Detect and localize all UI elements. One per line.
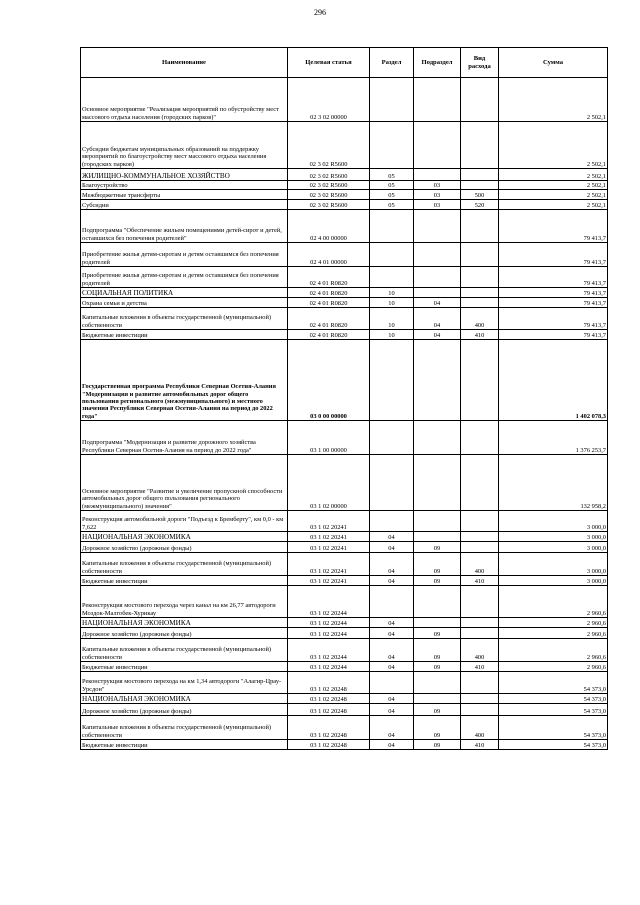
row-sum: 54 373,0 [499,694,608,704]
row-name: Основное мероприятие "Развитие и увеличение пропускной способности автомобильных дорог общего пользования регионального (межмуниципального) значения" [81,455,288,511]
row-subsection: 09 [414,716,461,740]
table-row [81,243,608,267]
row-section: 04 [370,716,414,740]
row-name: Дорожное хозяйство (дорожные фонды) [81,628,288,639]
row-section: 04 [370,542,414,553]
row-subsection [414,421,461,455]
row-sum: 54 373,0 [499,704,608,716]
row-subsection [414,532,461,542]
row-subsection: 09 [414,639,461,662]
row-code: 02 3 02 R5600 [288,169,370,181]
row-sum: 79 413,7 [499,210,608,243]
row-code: 02 4 01 00000 [288,243,370,267]
row-subsection [414,288,461,298]
row-code: 03 1 02 20241 [288,576,370,586]
row-name: СОЦИАЛЬНАЯ ПОЛИТИКА [81,288,288,298]
table-row [81,542,608,553]
row-expense-type: 400 [461,553,499,576]
row-name: Реконструкция мостового перехода через канал на км 26,77 автодороги Моздок-Малгобек-Хурикау [81,586,288,618]
row-sum: 54 373,0 [499,716,608,740]
header-subsection: Подраздел [414,48,461,78]
row-code: 03 1 02 20248 [288,740,370,750]
table-row [81,122,608,169]
row-expense-type [461,542,499,553]
row-code: 03 1 02 20241 [288,542,370,553]
row-expense-type: 400 [461,716,499,740]
row-subsection [414,210,461,243]
row-expense-type: 400 [461,639,499,662]
row-section [370,210,414,243]
row-subsection: 03 [414,181,461,190]
row-name: НАЦИОНАЛЬНАЯ ЭКОНОМИКА [81,694,288,704]
table-row [81,716,608,740]
row-sum: 2 960,6 [499,618,608,628]
row-name: Подпрограмма "Обеспечение жильем помещениями детей-сирот и детей, оставшихся без попечения родителей" [81,210,288,243]
row-section: 10 [370,288,414,298]
table-header-row [81,48,608,78]
row-subsection [414,340,461,421]
row-subsection: 03 [414,200,461,210]
row-subsection: 09 [414,542,461,553]
table-row [81,308,608,330]
table-row [81,576,608,586]
header-name: Наименование [81,48,288,78]
table-row [81,694,608,704]
table-row [81,704,608,716]
row-code: 02 4 01 R0820 [288,298,370,308]
row-section: 05 [370,190,414,200]
table-row [81,639,608,662]
table-row [81,532,608,542]
row-subsection: 09 [414,576,461,586]
row-section: 04 [370,662,414,672]
row-code: 03 1 02 20241 [288,553,370,576]
row-expense-type [461,169,499,181]
row-section [370,267,414,288]
row-expense-type [461,511,499,532]
row-expense-type: 410 [461,576,499,586]
row-name: Межбюджетные трансферты [81,190,288,200]
row-name: Дорожное хозяйство (дорожные фонды) [81,704,288,716]
row-code: 02 3 02 R5600 [288,200,370,210]
row-sum: 2 960,6 [499,662,608,672]
row-code: 02 4 01 R0820 [288,308,370,330]
budget-table [80,47,608,750]
table-row [81,553,608,576]
row-name: Капитальные вложения в объекты государственной (муниципальной) собственности [81,639,288,662]
row-name: Бюджетные инвестиции [81,576,288,586]
row-name: Капитальные вложения в объекты государственной (муниципальной) собственности [81,716,288,740]
row-section [370,340,414,421]
row-expense-type [461,288,499,298]
row-expense-type [461,421,499,455]
row-expense-type: 410 [461,330,499,340]
table-row [81,740,608,750]
row-subsection: 09 [414,553,461,576]
row-subsection: 03 [414,190,461,200]
row-name: Субсидии бюджетам муниципальных образований на поддержку мероприятий по благоустройству мест массового отдыха населения (городских парков) [81,122,288,169]
row-section: 04 [370,694,414,704]
row-sum: 1 402 078,3 [499,340,608,421]
row-name: Основное мероприятие "Реализация мероприятий по обустройству мест массового отдыха населения (городских парков)" [81,78,288,122]
header-sum: Сумма [499,48,608,78]
row-subsection [414,122,461,169]
row-subsection: 09 [414,628,461,639]
row-name: Капитальные вложения в объекты государственной (муниципальной) собственности [81,553,288,576]
row-sum: 54 373,0 [499,672,608,694]
row-code: 02 4 01 R0820 [288,330,370,340]
row-expense-type: 500 [461,190,499,200]
row-sum: 79 413,7 [499,288,608,298]
row-code: 02 3 02 R5600 [288,122,370,169]
row-section: 10 [370,308,414,330]
row-expense-type [461,586,499,618]
table-row [81,78,608,122]
row-name: Реконструкция мостового перехода на км 1,34 автодороги "Алагир-Црау-Урсдон" [81,672,288,694]
table-row [81,586,608,618]
row-sum: 2 960,6 [499,586,608,618]
row-section: 10 [370,330,414,340]
row-sum: 2 502,1 [499,122,608,169]
row-sum: 1 376 253,7 [499,421,608,455]
row-subsection [414,694,461,704]
row-code: 03 1 02 20244 [288,618,370,628]
row-section: 04 [370,618,414,628]
row-sum: 79 413,7 [499,330,608,340]
header-code: Целевая статья [288,48,370,78]
row-section: 10 [370,298,414,308]
row-name: Дорожное хозяйство (дорожные фонды) [81,542,288,553]
row-subsection [414,455,461,511]
row-section: 04 [370,576,414,586]
table-row [81,190,608,200]
row-subsection [414,267,461,288]
table-row [81,662,608,672]
row-sum: 3 000,0 [499,553,608,576]
row-name: Подпрограмма "Модернизация и развитие дорожного хозяйства Республики Северная Осетия-Алания на период до 2022 года" [81,421,288,455]
row-sum: 2 960,6 [499,639,608,662]
table-row [81,672,608,694]
row-section: 05 [370,200,414,210]
row-expense-type [461,122,499,169]
row-sum: 3 000,0 [499,532,608,542]
row-code: 03 1 02 20244 [288,586,370,618]
row-section [370,122,414,169]
row-subsection [414,169,461,181]
row-code: 02 3 02 R5600 [288,181,370,190]
row-code: 03 1 02 20241 [288,532,370,542]
table-row [81,169,608,181]
table-row [81,340,608,421]
row-code: 03 1 02 20248 [288,716,370,740]
row-subsection [414,243,461,267]
row-code: 03 1 02 20248 [288,694,370,704]
row-expense-type [461,628,499,639]
row-expense-type [461,267,499,288]
row-section [370,421,414,455]
row-section: 04 [370,740,414,750]
table-row [81,618,608,628]
row-code: 02 4 01 R0820 [288,288,370,298]
row-subsection [414,586,461,618]
row-code: 02 3 02 R5600 [288,190,370,200]
row-sum: 79 413,7 [499,243,608,267]
row-sum: 132 958,2 [499,455,608,511]
row-code: 03 1 02 20241 [288,511,370,532]
row-sum: 79 413,7 [499,298,608,308]
row-section: 04 [370,639,414,662]
row-sum: 79 413,7 [499,308,608,330]
row-expense-type [461,694,499,704]
row-sum: 2 502,1 [499,169,608,181]
row-section: 05 [370,181,414,190]
row-subsection: 09 [414,662,461,672]
row-expense-type [461,455,499,511]
table-row [81,628,608,639]
table-row [81,288,608,298]
row-sum: 3 000,0 [499,576,608,586]
row-section [370,455,414,511]
row-expense-type: 410 [461,662,499,672]
row-code: 03 1 02 20244 [288,662,370,672]
row-expense-type [461,298,499,308]
row-section [370,78,414,122]
row-code: 02 4 01 R0820 [288,267,370,288]
row-sum: 54 373,0 [499,740,608,750]
row-expense-type: 410 [461,740,499,750]
row-subsection: 09 [414,704,461,716]
row-code: 03 1 02 20244 [288,628,370,639]
row-expense-type [461,618,499,628]
row-sum: 3 000,0 [499,542,608,553]
row-expense-type [461,672,499,694]
row-subsection: 04 [414,308,461,330]
row-subsection: 04 [414,298,461,308]
row-name: Приобретение жилья детям-сиротам и детям оставшимся без попечения родителей [81,243,288,267]
row-section [370,586,414,618]
row-section [370,672,414,694]
row-sum: 2 502,1 [499,200,608,210]
row-section [370,243,414,267]
row-expense-type [461,340,499,421]
row-expense-type [461,181,499,190]
table-row [81,455,608,511]
row-subsection [414,511,461,532]
row-expense-type: 400 [461,308,499,330]
row-expense-type [461,210,499,243]
row-section [370,511,414,532]
row-code: 02 3 02 00000 [288,78,370,122]
row-name: Охрана семьи и детства [81,298,288,308]
row-code: 03 1 02 00000 [288,455,370,511]
row-name: Капитальные вложения в объекты государственной (муниципальной) собственности [81,308,288,330]
row-sum: 2 502,1 [499,78,608,122]
row-section: 05 [370,169,414,181]
row-section: 04 [370,628,414,639]
row-sum: 3 000,0 [499,511,608,532]
table-row [81,298,608,308]
row-code: 03 1 00 00000 [288,421,370,455]
row-subsection: 04 [414,330,461,340]
row-section: 04 [370,532,414,542]
row-name: НАЦИОНАЛЬНАЯ ЭКОНОМИКА [81,532,288,542]
header-expense-type: Вид расхода [461,48,499,78]
row-sum: 2 502,1 [499,181,608,190]
row-name: НАЦИОНАЛЬНАЯ ЭКОНОМИКА [81,618,288,628]
row-expense-type [461,78,499,122]
row-name: Субсидии [81,200,288,210]
row-name: Приобретение жилья детям-сиротам и детям оставшимся без попечения родителей [81,267,288,288]
row-code: 02 4 00 00000 [288,210,370,243]
row-sum: 2 502,1 [499,190,608,200]
row-name: Бюджетные инвестиции [81,740,288,750]
row-code: 03 1 02 20248 [288,672,370,694]
row-section: 04 [370,704,414,716]
table-row [81,267,608,288]
table-row [81,421,608,455]
table-row [81,330,608,340]
header-section: Раздел [370,48,414,78]
row-name: Бюджетные инвестиции [81,662,288,672]
page-number: 296 [314,8,326,17]
row-name: Реконструкция автомобильной дороги "Подъезд к Бремберту", км 0,0 - км 7,622 [81,511,288,532]
row-sum: 2 960,6 [499,628,608,639]
row-subsection [414,672,461,694]
row-code: 03 1 02 20244 [288,639,370,662]
table-row [81,181,608,190]
row-subsection [414,618,461,628]
table-row [81,511,608,532]
row-sum: 79 413,7 [499,267,608,288]
table-body [81,78,608,750]
row-expense-type: 520 [461,200,499,210]
row-expense-type [461,243,499,267]
row-name: Бюджетные инвестиции [81,330,288,340]
row-subsection: 09 [414,740,461,750]
row-code: 03 1 02 20248 [288,704,370,716]
row-name: ЖИЛИЩНО-КОММУНАЛЬНОЕ ХОЗЯЙСТВО [81,169,288,181]
row-code: 03 0 00 00000 [288,340,370,421]
row-subsection [414,78,461,122]
row-expense-type [461,532,499,542]
row-section: 04 [370,553,414,576]
table-row [81,210,608,243]
row-expense-type [461,704,499,716]
row-name: Государственная программа Республики Северная Осетия-Алания "Модернизация и развитие автомобильных дорог общего пользования регионального (межмуниципального) и местного значения Республики Северная Осетия-Алания на период до 2022 года" [81,340,288,421]
table-row [81,200,608,210]
row-name: Благоустройство [81,181,288,190]
